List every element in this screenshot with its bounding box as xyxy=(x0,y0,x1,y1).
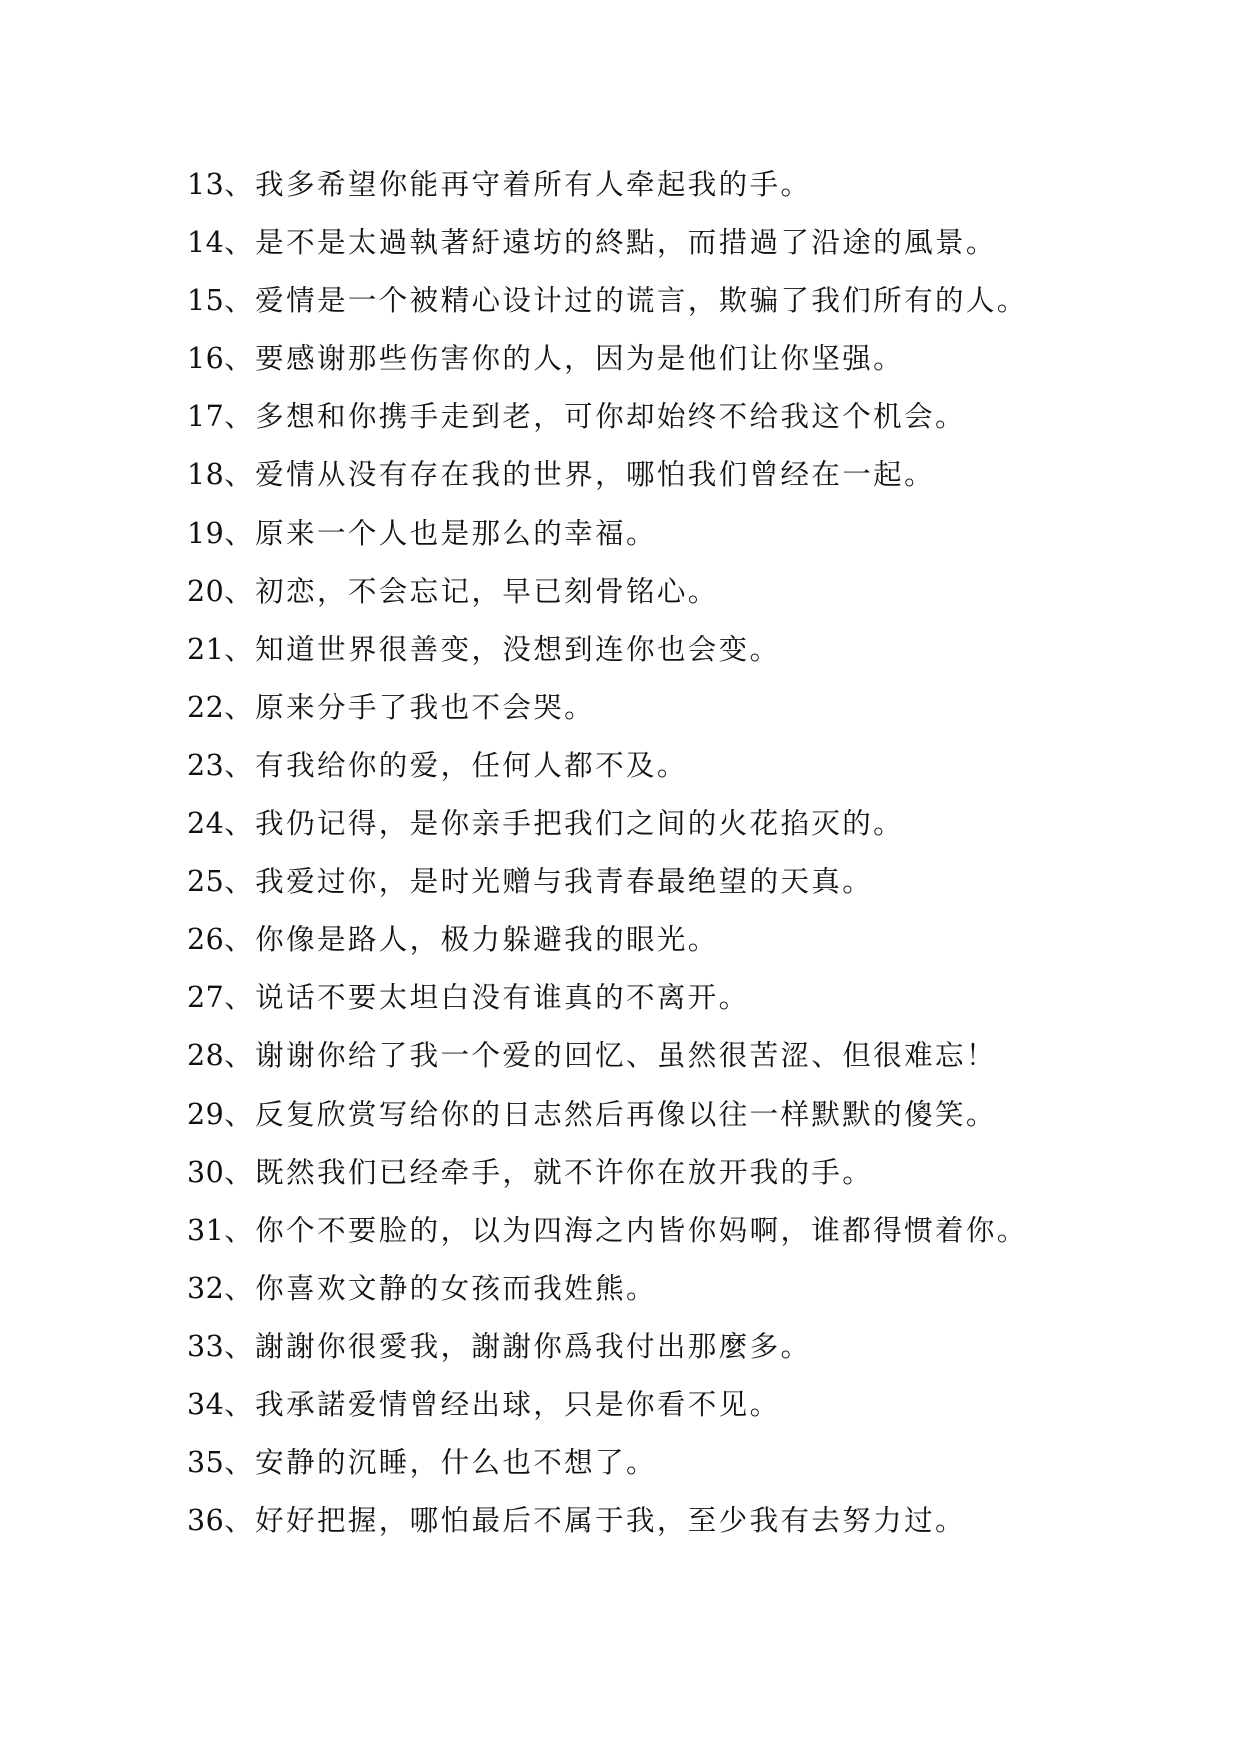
list-item xyxy=(187,795,1197,853)
list-item xyxy=(187,1260,1197,1318)
item-number: 15 xyxy=(187,284,225,318)
item-number: 36 xyxy=(187,1504,225,1538)
item-text: 、我爱过你，是时光赠与我青春最绝望的天真。 xyxy=(224,865,874,899)
item-text: 、安静的沉睡，什么也不想了。 xyxy=(224,1446,657,1480)
item-text: 、原来一个人也是那么的幸福。 xyxy=(224,516,657,550)
item-number: 33 xyxy=(187,1329,225,1363)
item-text: 、爱情从没有存在我的世界，哪怕我们曾经在一起。 xyxy=(224,458,935,492)
item-text: 、反复欣赏写给你的日志然后再像以往一样默默的傻笑。 xyxy=(224,1097,997,1131)
item-number: 31 xyxy=(187,1213,225,1247)
item-number: 18 xyxy=(187,458,225,492)
item-text: 、要感谢那些伤害你的人，因为是他们让你坚强。 xyxy=(224,342,905,376)
item-text: 、有我给你的爱，任何人都不及。 xyxy=(224,748,688,782)
item-number: 16 xyxy=(187,342,225,376)
item-text: 、你喜欢文静的女孩而我姓熊。 xyxy=(224,1271,657,1305)
list-item xyxy=(187,969,1197,1027)
item-number: 34 xyxy=(187,1387,225,1421)
item-text: 、謝謝你很愛我，謝謝你爲我付出那麼多。 xyxy=(224,1329,812,1363)
item-text: 、初恋，不会忘记，早已刻骨铭心。 xyxy=(224,574,719,608)
item-number: 26 xyxy=(187,923,225,957)
list-item xyxy=(187,1202,1197,1260)
item-number: 28 xyxy=(187,1039,225,1073)
list-item xyxy=(187,214,1197,272)
list-item xyxy=(187,1434,1197,1492)
list-item xyxy=(187,1492,1197,1550)
list-item xyxy=(187,446,1197,504)
list-item xyxy=(187,330,1197,388)
list-item xyxy=(187,679,1197,737)
item-number: 13 xyxy=(187,168,225,201)
list-item xyxy=(187,505,1197,563)
item-number: 25 xyxy=(187,865,225,899)
item-number: 35 xyxy=(187,1446,225,1480)
item-number: 17 xyxy=(187,400,225,434)
item-text: 、你个不要脸的，以为四海之内皆你妈啊，谁都得惯着你。 xyxy=(224,1213,1028,1247)
list-item xyxy=(187,737,1197,795)
item-number: 32 xyxy=(187,1271,225,1305)
item-text: 、既然我们已经牵手，就不许你在放开我的手。 xyxy=(224,1155,874,1189)
list-item xyxy=(187,1318,1197,1376)
item-number: 22 xyxy=(187,690,225,724)
list-item xyxy=(187,1086,1197,1144)
item-number: 20 xyxy=(187,574,225,608)
list-item xyxy=(187,563,1197,621)
list-item xyxy=(187,1376,1197,1434)
list-item xyxy=(187,388,1197,446)
item-text: 、爱情是一个被精心设计过的谎言，欺骗了我们所有的人。 xyxy=(224,284,1028,318)
list-item xyxy=(187,1144,1197,1202)
item-text: 、谢谢你给了我一个爱的回忆、虽然很苦涩、但很难忘！ xyxy=(224,1039,997,1073)
item-text: 、好好把握，哪怕最后不属于我，至少我有去努力过。 xyxy=(224,1504,966,1538)
item-text: 、是不是太過執著紆遠坊的終點，而措過了沿途的風景。 xyxy=(224,226,997,260)
item-text: 、多想和你携手走到老，可你却始终不给我这个机会。 xyxy=(224,400,966,434)
item-number: 21 xyxy=(187,632,225,666)
item-text: 、我多希望你能再守着所有人牵起我的手。 xyxy=(224,168,812,201)
item-text: 、我仍记得，是你亲手把我们之间的火花掐灭的。 xyxy=(224,807,905,841)
item-number: 14 xyxy=(187,226,225,260)
list-item xyxy=(187,853,1197,911)
item-text: 、说话不要太坦白没有谁真的不离开。 xyxy=(224,981,750,1015)
item-number: 19 xyxy=(187,516,225,550)
item-text: 、我承諾爱情曾经出球，只是你看不见。 xyxy=(224,1387,781,1421)
item-text: 、原来分手了我也不会哭。 xyxy=(224,690,596,724)
item-number: 23 xyxy=(187,748,225,782)
item-text: 、知道世界很善变，没想到连你也会变。 xyxy=(224,632,781,666)
list-item xyxy=(187,272,1197,330)
list-item xyxy=(187,621,1197,679)
quote-list xyxy=(187,156,1197,1550)
item-number: 24 xyxy=(187,807,225,841)
item-text: 、你像是路人，极力躲避我的眼光。 xyxy=(224,923,719,957)
item-number: 27 xyxy=(187,981,225,1015)
list-item xyxy=(187,1027,1197,1085)
list-item xyxy=(187,911,1197,969)
list-item xyxy=(187,156,1197,214)
item-number: 29 xyxy=(187,1097,225,1131)
item-number: 30 xyxy=(187,1155,225,1189)
